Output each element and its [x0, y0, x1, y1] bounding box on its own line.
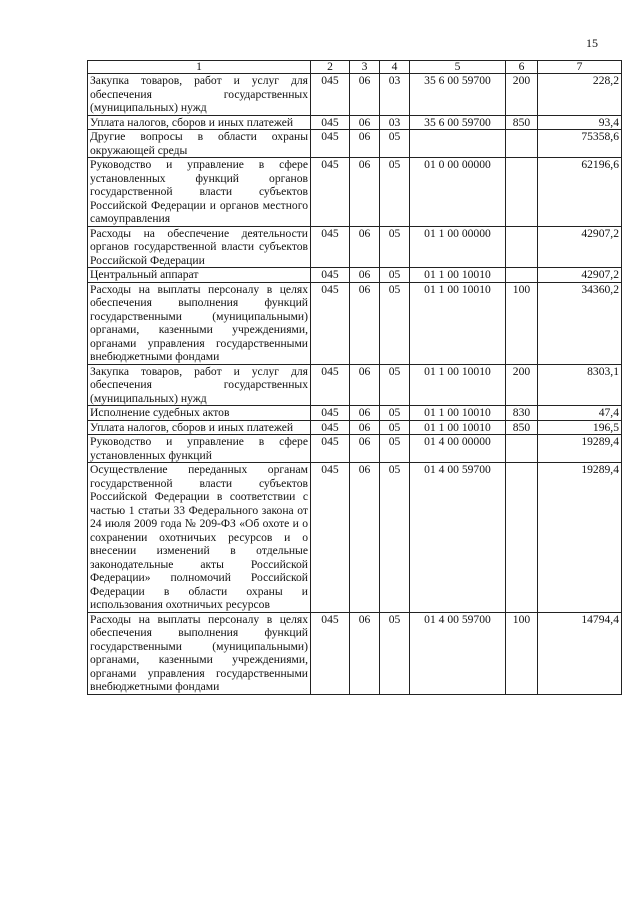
row-section-cell: 06	[350, 364, 380, 406]
row-amount-cell: 34360,2	[538, 282, 622, 364]
row-name-cell: Закупка товаров, работ и услуг для обеспечения государственных (муниципальных) нужд	[88, 74, 311, 116]
row-target-article-cell: 35 6 00 59700	[410, 115, 506, 130]
table-row	[88, 420, 622, 435]
row-code-cell: 045	[311, 282, 350, 364]
row-expense-type-cell: 100	[506, 612, 538, 694]
row-target-article-cell: 01 1 00 10010	[410, 282, 506, 364]
row-section-cell: 06	[350, 74, 380, 116]
row-subsection-cell: 05	[380, 130, 410, 158]
row-subsection-cell: 05	[380, 268, 410, 283]
row-code-cell: 045	[311, 435, 350, 463]
row-subsection-cell: 05	[380, 158, 410, 227]
row-subsection-cell: 05	[380, 612, 410, 694]
row-name-cell: Руководство и управление в сфере установленных функций органов государственной власти субъектов Российской Федерации и органов местного самоуправления	[88, 158, 311, 227]
row-expense-type-cell	[506, 226, 538, 268]
row-target-article-cell: 01 1 00 10010	[410, 420, 506, 435]
row-amount-cell: 42907,2	[538, 268, 622, 283]
row-amount-cell: 47,4	[538, 406, 622, 421]
row-section-cell: 06	[350, 282, 380, 364]
row-section-cell: 06	[350, 115, 380, 130]
row-name-cell: Осуществление переданных органам государственной власти субъектов Российской Федерации в соответствии с частью 1 статьи 33 Федерального закона от 24 июля 2009 года № 209-ФЗ «Об охоте и о сохранении охотничьих ресурсов и о внесении изменений в отдельные законодательные акты Российской Федерации» полномочий Российской Федерации в области охраны и использования охотничьих ресурсов	[88, 463, 311, 613]
row-section-cell: 06	[350, 268, 380, 283]
row-target-article-cell: 01 1 00 10010	[410, 406, 506, 421]
row-expense-type-cell	[506, 435, 538, 463]
column-header: 1	[88, 61, 311, 74]
column-header: 4	[380, 61, 410, 74]
row-amount-cell: 19289,4	[538, 463, 622, 613]
row-section-cell: 06	[350, 612, 380, 694]
row-section-cell: 06	[350, 406, 380, 421]
row-name-cell: Исполнение судебных актов	[88, 406, 311, 421]
table-row	[88, 226, 622, 268]
row-subsection-cell: 05	[380, 364, 410, 406]
page-number: 15	[586, 36, 598, 50]
row-amount-cell: 93,4	[538, 115, 622, 130]
table-row	[88, 115, 622, 130]
row-code-cell: 045	[311, 130, 350, 158]
row-section-cell: 06	[350, 435, 380, 463]
table-row	[88, 268, 622, 283]
row-subsection-cell: 05	[380, 282, 410, 364]
table-row	[88, 406, 622, 421]
row-section-cell: 06	[350, 463, 380, 613]
row-section-cell: 06	[350, 226, 380, 268]
row-name-cell: Руководство и управление в сфере установленных функций	[88, 435, 311, 463]
row-expense-type-cell: 200	[506, 364, 538, 406]
row-subsection-cell: 05	[380, 226, 410, 268]
table-row	[88, 435, 622, 463]
row-name-cell: Расходы на выплаты персоналу в целях обеспечения выполнения функций государственными (муниципальными) органами, казенными учреждениями, органами управления государственными внебюджетными фондами	[88, 612, 311, 694]
table-row	[88, 130, 622, 158]
row-amount-cell: 75358,6	[538, 130, 622, 158]
row-expense-type-cell	[506, 130, 538, 158]
row-target-article-cell: 01 1 00 10010	[410, 364, 506, 406]
column-header: 7	[538, 61, 622, 74]
table-row	[88, 158, 622, 227]
row-amount-cell: 14794,4	[538, 612, 622, 694]
table-header-row	[88, 61, 622, 74]
row-expense-type-cell: 200	[506, 74, 538, 116]
column-header: 3	[350, 61, 380, 74]
row-expense-type-cell	[506, 463, 538, 613]
row-target-article-cell: 35 6 00 59700	[410, 74, 506, 116]
row-section-cell: 06	[350, 158, 380, 227]
column-header: 5	[410, 61, 506, 74]
row-target-article-cell: 01 4 00 59700	[410, 463, 506, 613]
row-code-cell: 045	[311, 74, 350, 116]
row-expense-type-cell: 850	[506, 420, 538, 435]
row-expense-type-cell	[506, 158, 538, 227]
row-code-cell: 045	[311, 268, 350, 283]
row-amount-cell: 196,5	[538, 420, 622, 435]
row-amount-cell: 8303,1	[538, 364, 622, 406]
row-code-cell: 045	[311, 463, 350, 613]
row-target-article-cell: 01 1 00 00000	[410, 226, 506, 268]
row-name-cell: Уплата налогов, сборов и иных платежей	[88, 420, 311, 435]
row-subsection-cell: 05	[380, 420, 410, 435]
table-row	[88, 612, 622, 694]
row-name-cell: Закупка товаров, работ и услуг для обеспечения государственных (муниципальных) нужд	[88, 364, 311, 406]
table-row	[88, 282, 622, 364]
row-code-cell: 045	[311, 158, 350, 227]
row-amount-cell: 19289,4	[538, 435, 622, 463]
row-subsection-cell: 05	[380, 463, 410, 613]
budget-table	[87, 60, 622, 695]
row-code-cell: 045	[311, 406, 350, 421]
row-amount-cell: 62196,6	[538, 158, 622, 227]
row-expense-type-cell	[506, 268, 538, 283]
row-subsection-cell: 03	[380, 74, 410, 116]
row-name-cell: Расходы на обеспечение деятельности органов государственной власти субъектов Российской Федерации	[88, 226, 311, 268]
row-code-cell: 045	[311, 115, 350, 130]
row-name-cell: Центральный аппарат	[88, 268, 311, 283]
row-subsection-cell: 05	[380, 406, 410, 421]
row-code-cell: 045	[311, 612, 350, 694]
row-code-cell: 045	[311, 420, 350, 435]
row-subsection-cell: 03	[380, 115, 410, 130]
row-section-cell: 06	[350, 420, 380, 435]
row-amount-cell: 228,2	[538, 74, 622, 116]
row-target-article-cell: 01 0 00 00000	[410, 158, 506, 227]
row-subsection-cell: 05	[380, 435, 410, 463]
column-header: 6	[506, 61, 538, 74]
row-target-article-cell	[410, 130, 506, 158]
table-row	[88, 74, 622, 116]
table-row	[88, 463, 622, 613]
row-name-cell: Уплата налогов, сборов и иных платежей	[88, 115, 311, 130]
row-expense-type-cell: 100	[506, 282, 538, 364]
row-name-cell: Другие вопросы в области охраны окружающей среды	[88, 130, 311, 158]
row-section-cell: 06	[350, 130, 380, 158]
column-header: 2	[311, 61, 350, 74]
row-code-cell: 045	[311, 226, 350, 268]
row-expense-type-cell: 830	[506, 406, 538, 421]
row-target-article-cell: 01 1 00 10010	[410, 268, 506, 283]
row-target-article-cell: 01 4 00 00000	[410, 435, 506, 463]
row-amount-cell: 42907,2	[538, 226, 622, 268]
table-row	[88, 364, 622, 406]
row-code-cell: 045	[311, 364, 350, 406]
row-target-article-cell: 01 4 00 59700	[410, 612, 506, 694]
row-expense-type-cell: 850	[506, 115, 538, 130]
row-name-cell: Расходы на выплаты персоналу в целях обеспечения выполнения функций государственными (муниципальными) органами, казенными учреждениями, органами управления государственными внебюджетными фондами	[88, 282, 311, 364]
